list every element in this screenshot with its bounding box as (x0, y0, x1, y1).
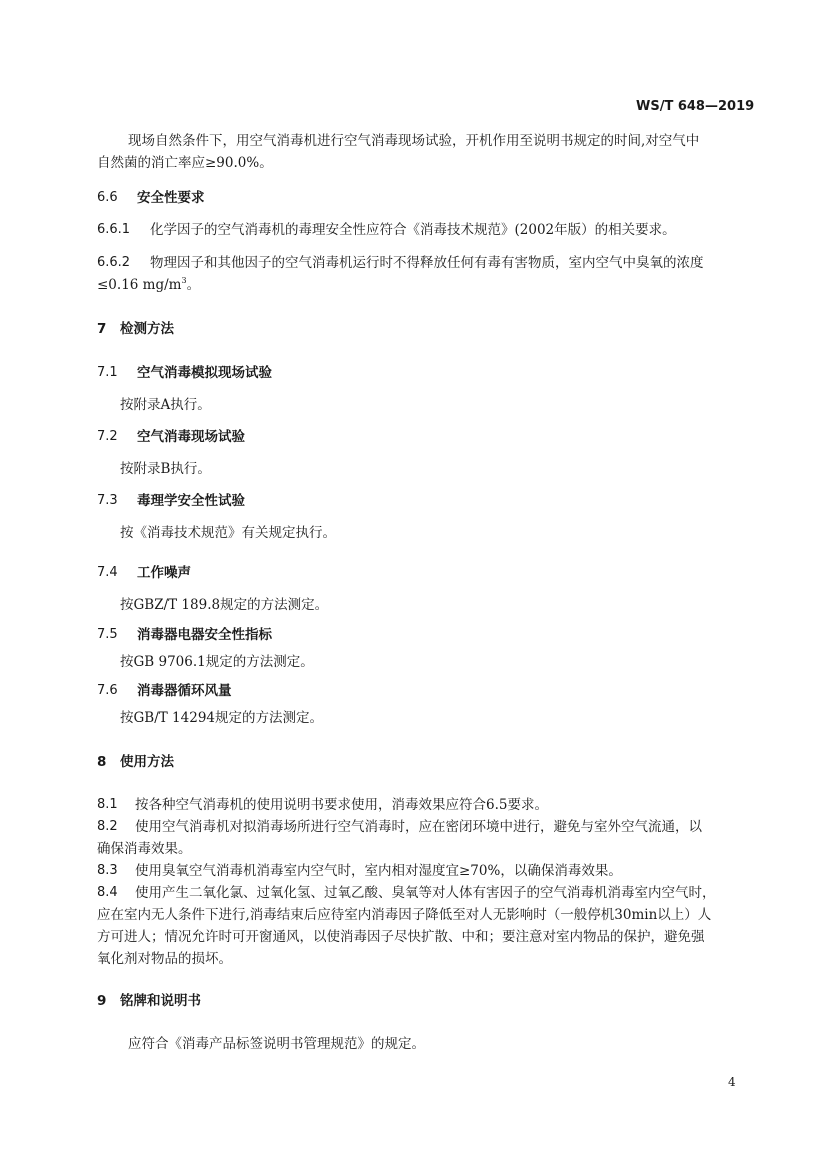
clause-8-2-line-2: 确保消毒效果。 (97, 841, 192, 857)
intro-line-1: 现场自然条件下，用空气消毒机进行空气消毒现场试验，开机作用至说明书规定的时间,对空气中 (128, 133, 700, 149)
clause-8-4-number: 8.4 (97, 885, 118, 900)
section-7-6-number: 7.6 (97, 683, 118, 698)
standard-code: WS/T 648—2019 (636, 99, 755, 114)
clause-8-1-text: 按各种空气消毒机的使用说明书要求使用，消毒效果应符合6.5要求。 (135, 797, 548, 813)
section-7-6-title: 消毒器循环风量 (137, 683, 232, 699)
clause-6-6-2-line-1: 物理因子和其他因子的空气消毒机运行时不得释放任何有毒有害物质，室内空气中臭氧的浓度 (150, 255, 704, 271)
page-number: 4 (728, 1075, 736, 1089)
clause-8-4-line-4: 氧化剂对物品的损坏。 (97, 951, 232, 967)
section-7-3-number: 7.3 (97, 493, 118, 508)
clause-8-4-line-1: 使用产生二氧化氯、过氧化氢、过氧乙酸、臭氧等对人体有害因子的空气消毒机消毒室内空气时， (135, 885, 716, 901)
clause-6-6-2-line-2 (97, 274, 200, 296)
intro-line-2: 自然菌的消亡率应≥90.0%。 (97, 155, 273, 171)
section-7-5-number: 7.5 (97, 627, 118, 642)
section-7-1-title: 空气消毒模拟现场试验 (137, 365, 272, 381)
ozone-limit: ≤0.16 mg/m (97, 277, 182, 293)
section-7-4-number: 7.4 (97, 565, 118, 580)
section-7-6-text: 按GB/T 14294规定的方法测定。 (120, 710, 323, 726)
clause-8-3-number: 8.3 (97, 863, 118, 878)
clause-8-4-line-3: 方可进人；情况允许时可开窗通风，以使消毒因子尽快扩散、中和；要注意对室内物品的保护，避免强 (97, 929, 705, 945)
section-9-title: 铭牌和说明书 (120, 993, 201, 1009)
section-7-5-title: 消毒器电器安全性指标 (137, 627, 272, 643)
section-7-3-title: 毒理学安全性试验 (137, 493, 245, 509)
section-7-2-title: 空气消毒现场试验 (137, 429, 245, 445)
clause-8-1-number: 8.1 (97, 797, 118, 812)
section-7-title: 检测方法 (120, 321, 174, 337)
section-7-1-number: 7.1 (97, 365, 118, 380)
section-6-6-number: 6.6 (97, 190, 118, 205)
section-7-1-text: 按附录A执行。 (120, 397, 211, 413)
clause-6-6-1-number: 6.6.1 (97, 222, 131, 237)
section-9-text: 应符合《消毒产品标签说明书管理规范》的规定。 (128, 1036, 425, 1052)
section-7-5-text: 按GB 9706.1规定的方法测定。 (120, 654, 314, 670)
section-7-2-text: 按附录B执行。 (120, 461, 211, 477)
section-7-3-text: 按《消毒技术规范》有关规定执行。 (120, 525, 336, 541)
section-8-title: 使用方法 (120, 754, 174, 770)
section-7-4-text: 按GBZ/T 189.8规定的方法测定。 (120, 597, 329, 613)
section-6-6-title: 安全性要求 (137, 190, 205, 206)
clause-8-4-line-2: 应在室内无人条件下进行,消毒结束后应待室内消毒因子降低至对人无影响时（一般停机30min以上）人 (97, 907, 712, 923)
section-9-number: 9 (97, 993, 107, 1009)
clause-6-6-2-number: 6.6.2 (97, 255, 131, 270)
clause-8-2-number: 8.2 (97, 819, 118, 834)
section-7-2-number: 7.2 (97, 429, 118, 444)
clause-8-2-line-1: 使用空气消毒机对拟消毒场所进行空气消毒时，应在密闭环境中进行，避免与室外空气流通，以 (135, 819, 702, 835)
superscript: 3 (181, 276, 187, 285)
clause-8-3-text: 使用臭氧空气消毒机消毒室内空气时，室内相对湿度宜≥70%，以确保消毒效果。 (135, 863, 622, 879)
punctuation: 。 (186, 277, 201, 293)
section-7-4-title: 工作噪声 (137, 565, 191, 581)
section-7-number: 7 (97, 321, 107, 337)
clause-6-6-1-text: 化学因子的空气消毒机的毒理安全性应符合《消毒技术规范》(2002年版）的相关要求。 (150, 222, 676, 238)
section-8-number: 8 (97, 754, 107, 770)
